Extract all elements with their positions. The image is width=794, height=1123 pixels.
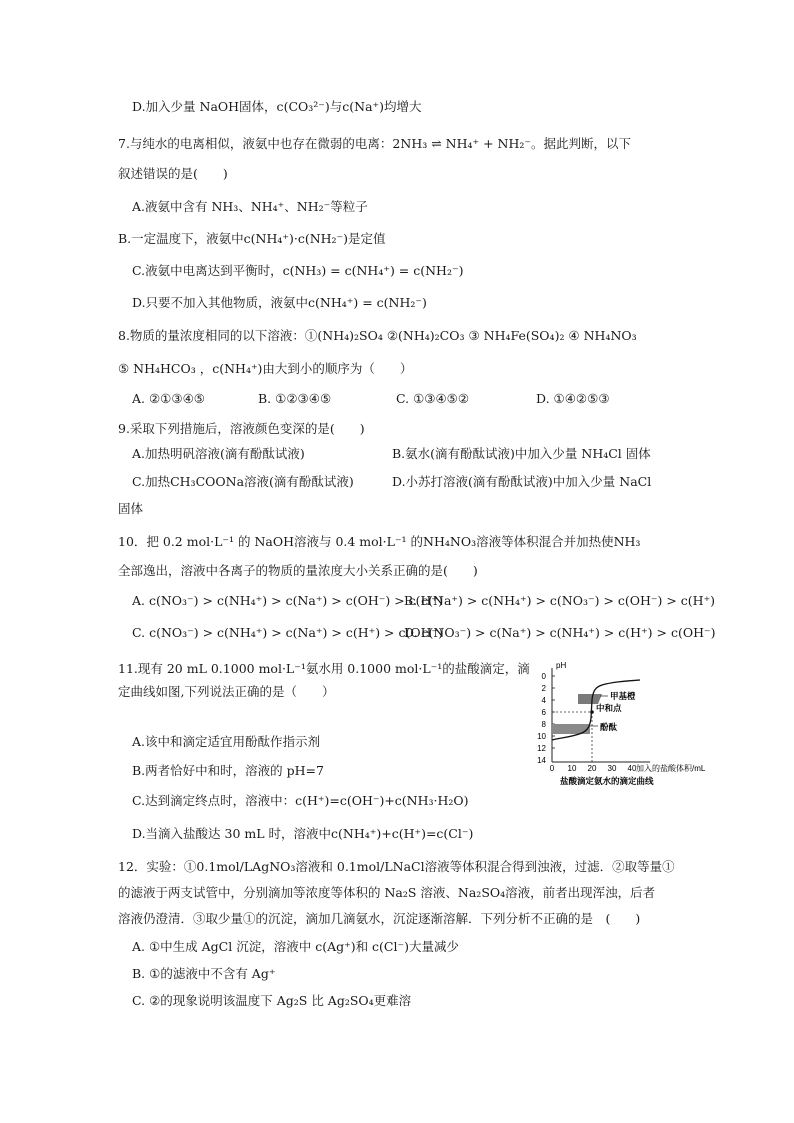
text-line-q12c: 溶液仍澄清．③取少量①的沉淀，滴加几滴氨水，沉淀逐渐溶解．下列分析不正确的是 ( ) bbox=[118, 911, 641, 926]
text-line-q7B: B.一定温度下，液氨中c(NH₄⁺)·c(NH₂⁻)是定值 bbox=[118, 231, 386, 246]
text-line-q7A: A.液氨中含有 NH₃、NH₄⁺、NH₂⁻等粒子 bbox=[132, 199, 368, 214]
y-tick-4: 4 bbox=[541, 696, 546, 705]
text-line-q10b: 全部逸出，溶液中各离子的物质的量浓度大小关系正确的是( ) bbox=[118, 563, 478, 578]
q8-option-c[interactable]: C. ①③④⑤② bbox=[396, 391, 470, 406]
q9-option-b[interactable]: B.氨水(滴有酚酞试液)中加入少量 NH₄Cl 固体 bbox=[392, 446, 651, 461]
text-line-q10a: 10．把 0.2 mol·L⁻¹ 的 NaOH溶液与 0.4 mol·L⁻¹ 的NH₄NO₃溶液等体积混合并加热使NH₃ bbox=[118, 534, 641, 549]
x-tick-30: 30 bbox=[607, 764, 617, 773]
y-tick-12: 12 bbox=[537, 744, 546, 753]
neutral-point-marker bbox=[590, 710, 594, 714]
text-line-q12A: A. ①中生成 AgCl 沉淀，溶液中 c(Ag⁺)和 c(Cl⁻)大量减少 bbox=[132, 939, 459, 954]
y-axis-label: pH bbox=[556, 661, 567, 670]
q8-option-a[interactable]: A. ②①③④⑤ bbox=[132, 391, 206, 406]
q8-option-d[interactable]: D. ①④②⑤③ bbox=[536, 391, 610, 406]
methyl-orange-range bbox=[578, 694, 592, 704]
text-line-q7D: D.只要不加入其他物质，液氨中c(NH₄⁺) = c(NH₂⁻) bbox=[132, 295, 427, 310]
text-line-q11B: B.两者恰好中和时，溶液的 pH=7 bbox=[132, 763, 324, 778]
text-line-q7b: 叙述错误的是( ) bbox=[118, 166, 228, 181]
text-line-q6d: D.加入少量 NaOH固体，c(CO₃²⁻)与c(Na⁺)均增大 bbox=[132, 99, 422, 114]
label-neutral-point: 中和点 bbox=[596, 703, 622, 713]
q9-option-c[interactable]: C.加热CH₃COONa溶液(滴有酚酞试液) bbox=[132, 474, 354, 489]
q10-option-c[interactable]: C. c(NO₃⁻) > c(NH₄⁺) > c(Na⁺) > c(H⁺) > c(OH⁻) bbox=[132, 625, 443, 640]
text-line-q7C: C.液氨中电离达到平衡时，c(NH₃) = c(NH₄⁺) = c(NH₂⁻) bbox=[132, 263, 464, 278]
q10-option-a[interactable]: A. c(NO₃⁻) > c(NH₄⁺) > c(Na⁺) > c(OH⁻) > c(H⁺) bbox=[132, 593, 443, 608]
label-methyl-orange: 甲基橙 bbox=[610, 691, 636, 701]
y-tick-8: 8 bbox=[541, 720, 546, 729]
x-tick-0: 0 bbox=[549, 764, 555, 773]
y-tick-2: 2 bbox=[541, 684, 546, 693]
x-tick-10: 10 bbox=[567, 764, 577, 773]
text-line-q7a: 7.与纯水的电离相似，液氨中也存在微弱的电离：2NH₃ ⇌ NH₄⁺ + NH₂⁻。据此判断，以下 bbox=[118, 136, 631, 151]
q10-option-b[interactable]: B. c(Na⁺) > c(NH₄⁺) > c(NO₃⁻) > c(OH⁻) > c(H⁺) bbox=[404, 593, 716, 608]
text-line-q11b: 定曲线如图,下列说法正确的是（ ） bbox=[118, 684, 335, 699]
text-line-q8b: ⑤ NH₄HCO₃ ，c(NH₄⁺)由大到小的顺序为（ ） bbox=[118, 361, 413, 376]
titration-curve-svg bbox=[530, 660, 730, 790]
x-tick-20: 20 bbox=[587, 764, 597, 773]
q10-option-d[interactable]: D. c(NO₃⁻) > c(Na⁺) > c(NH₄⁺) > c(H⁺) > c(OH⁻) bbox=[404, 625, 716, 640]
y-tick-14: 14 bbox=[537, 756, 546, 765]
text-line-q11D: D.当滴入盐酸达 30 mL 时，溶液中c(NH₄⁺)+c(H⁺)=c(Cl⁻) bbox=[132, 826, 474, 841]
text-line-q11a: 11.现有 20 mL 0.1000 mol·L⁻¹氨水用 0.1000 mol·L⁻¹的盐酸滴定，滴 bbox=[118, 661, 530, 676]
phenolphthalein-range bbox=[552, 724, 590, 734]
text-line-q11A: A.该中和滴定适宜用酚酞作指示剂 bbox=[132, 734, 321, 749]
text-line-q12b: 的滤液于两支试管中，分别滴加等浓度等体积的 Na₂S 溶液、Na₂SO₄溶液，前者出现浑浊，后者 bbox=[118, 885, 656, 900]
text-line-q12a: 12．实验：①0.1mol/LAgNO₃溶液和 0.1mol/LNaCl溶液等体积混合得到浊液，过滤．②取等量① bbox=[118, 859, 675, 874]
text-line-q11C: C.达到滴定终点时，溶液中：c(H⁺)=c(OH⁻)+c(NH₃·H₂O) bbox=[132, 793, 469, 808]
y-tick-6: 6 bbox=[541, 708, 546, 717]
label-phenolphthalein: 酚酞 bbox=[600, 722, 618, 732]
q9-option-a[interactable]: A.加热明矾溶液(滴有酚酞试液) bbox=[132, 446, 305, 461]
x-axis-label: 加入的盐酸体积/mL bbox=[636, 764, 706, 773]
text-line-q9: 9.采取下列措施后，溶液颜色变深的是( ) bbox=[118, 421, 365, 436]
titration-curve-figure bbox=[530, 660, 730, 790]
q9-option-d[interactable]: D.小苏打溶液(滴有酚酞试液)中加入少量 NaCl bbox=[392, 474, 652, 489]
y-tick-0: 0 bbox=[541, 672, 546, 681]
x-tick-40: 40 bbox=[627, 764, 637, 773]
text-line-q9C2: 固体 bbox=[118, 501, 144, 516]
figure-caption: 盐酸滴定氨水的滴定曲线 bbox=[560, 776, 654, 786]
text-line-q12B: B. ①的滤液中不含有 Ag⁺ bbox=[132, 966, 276, 981]
q8-option-b[interactable]: B. ①②③④⑤ bbox=[258, 391, 332, 406]
text-line-q12C: C. ②的现象说明该温度下 Ag₂S 比 Ag₂SO₄更难溶 bbox=[132, 993, 412, 1008]
y-tick-10: 10 bbox=[537, 732, 546, 741]
text-line-q8a: 8.物质的量浓度相同的以下溶液：①(NH₄)₂SO₄ ②(NH₄)₂CO₃ ③ NH₄Fe(SO₄)₂ ④ NH₄NO₃ bbox=[118, 328, 637, 343]
